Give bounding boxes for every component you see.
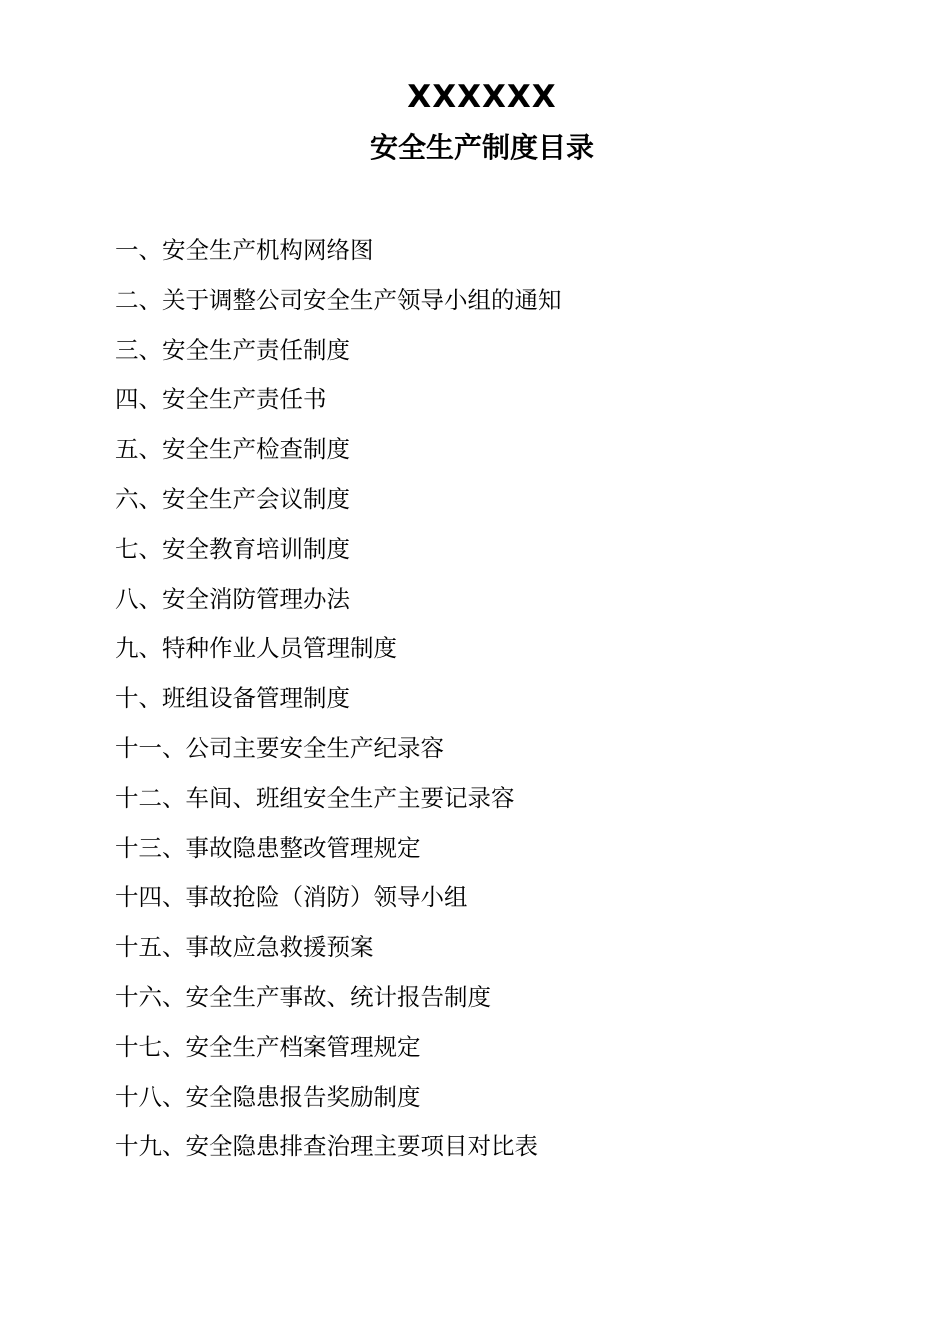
document-title: XXXXXX [407,79,557,115]
toc-item: 三、安全生产责任制度 [115,335,350,364]
toc-item: 十七、安全生产档案管理规定 [115,1032,421,1061]
toc-item: 十六、安全生产事故、统计报告制度 [115,982,491,1011]
toc-item: 七、安全教育培训制度 [115,534,350,563]
toc-item: 二、关于调整公司安全生产领导小组的通知 [115,285,562,314]
document-subtitle: 安全生产制度目录 [369,131,594,164]
toc-item: 四、安全生产责任书 [115,385,327,414]
toc-item: 十九、安全隐患排查治理主要项目对比表 [115,1132,538,1161]
toc-item: 十、班组设备管理制度 [115,684,350,713]
toc-item: 六、安全生产会议制度 [115,484,350,513]
toc-item: 十一、公司主要安全生产纪录容 [115,733,444,762]
toc-item: 十四、事故抢险（消防）领导小组 [115,883,468,912]
toc-item: 八、安全消防管理办法 [115,584,350,613]
toc-item: 五、安全生产检查制度 [115,435,350,464]
toc-item: 九、特种作业人员管理制度 [115,634,397,663]
toc-item: 十二、车间、班组安全生产主要记录容 [115,783,515,812]
table-of-contents [115,234,562,1180]
toc-item: 一、安全生产机构网络图 [115,236,374,264]
toc-item: 十五、事故应急救援预案 [115,933,374,962]
toc-item: 十三、事故隐患整改管理规定 [115,833,421,862]
toc-item: 十八、安全隐患报告奖励制度 [115,1082,421,1111]
